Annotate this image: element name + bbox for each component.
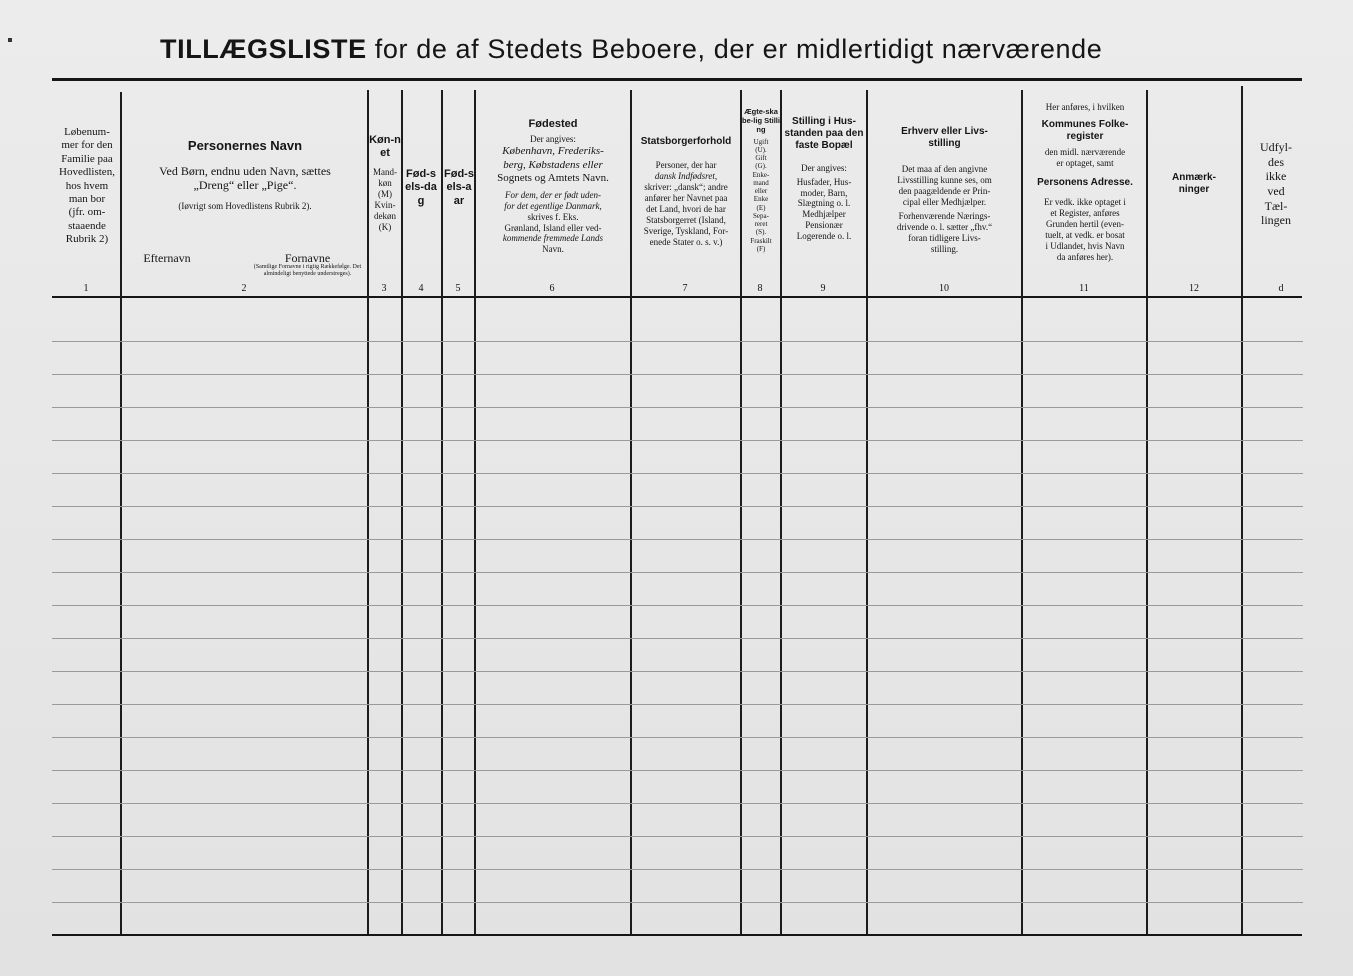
col11-header <box>1024 102 1146 263</box>
col9-header <box>783 116 865 242</box>
col2-text: (Iøvrigt som Hovedlistens Rubrik 2). <box>178 201 312 212</box>
top-rule <box>52 78 1302 81</box>
col1-line: Familie paa <box>61 152 113 165</box>
col7-text: enede Stater o. s. v.) <box>649 236 723 247</box>
writing-line <box>52 836 1303 837</box>
col10-text: drivende o. l. sætter „fhv.“ <box>896 222 993 233</box>
col13-line: Tæl- <box>1264 198 1288 213</box>
col6-text: kommende fremmede Lands <box>502 233 604 244</box>
col12-heading: Anmærk-ninger <box>1172 172 1216 196</box>
col6-heading: Fødested <box>528 118 578 130</box>
col8-line: Enke- <box>752 170 770 179</box>
writing-line <box>52 374 1303 375</box>
col8-line: (G). <box>755 162 767 171</box>
col-number: 11 <box>1079 283 1089 294</box>
col13-line: lingen <box>1261 213 1291 228</box>
col13-line: des <box>1268 154 1284 169</box>
col9-text: Slægtning o. l. <box>797 198 851 209</box>
col6-text: berg, Købstadens eller <box>503 158 603 171</box>
col-number: 7 <box>682 283 688 294</box>
col6-text: skrives f. Eks. <box>527 211 579 222</box>
col7-text: Personer, der har <box>655 160 717 171</box>
col11-heading: Kommunes Folke-register <box>1041 118 1129 143</box>
writing-line <box>52 407 1303 408</box>
writing-line <box>52 803 1303 804</box>
col8-line: Sepa- <box>753 211 769 220</box>
col8-line: Gift <box>755 154 767 163</box>
col11-text: Er vedk. ikke optaget i <box>1044 197 1126 208</box>
col-number: 5 <box>455 283 461 294</box>
col6-text: Sognets og Amtets Navn. <box>497 172 609 185</box>
col11-heading2: Personens Adresse. <box>1037 177 1133 189</box>
col2-surname-label: Efternavn <box>143 251 191 265</box>
col10-heading: Erhverv eller Livs-stilling <box>901 126 988 150</box>
col-number: 3 <box>381 283 387 294</box>
col-number: 6 <box>549 283 555 294</box>
col6-text: København, Frederiks- <box>502 145 604 158</box>
col3-line: Mand- <box>373 166 397 177</box>
col10-text: den paagældende er Prin- <box>898 186 991 197</box>
col2-text: Ved Børn, endnu uden Navn, sættes <box>159 163 331 178</box>
col9-heading: Stilling i Hus-standen paa den faste Bopæl <box>784 116 864 152</box>
col1-line: man bor <box>68 193 106 206</box>
col-separator <box>441 90 443 934</box>
col3-line: dekøn <box>374 210 396 221</box>
col11-pre: Her anføres, i hvilken <box>1045 102 1125 112</box>
col11-text: Grunden hertil (even- <box>1046 219 1124 230</box>
col6-text: Der angives: <box>530 134 576 145</box>
col9-text: Husfader, Hus- <box>796 176 852 187</box>
col3-line: (M) <box>378 188 392 199</box>
writing-line <box>52 605 1303 606</box>
col6-text: For dem, der er født uden- <box>505 189 601 200</box>
col13-line: Udfyl- <box>1260 140 1292 154</box>
col3-line: (K) <box>378 221 392 232</box>
col-separator <box>1146 90 1148 934</box>
col9-text: Medhjælper <box>802 209 846 220</box>
col8-line: reret <box>754 220 768 229</box>
col8-line: (E) <box>756 203 766 212</box>
col7-text: Statsborgerret (Island, <box>646 215 726 226</box>
col10-header <box>869 126 1020 255</box>
col13-line: ved <box>1267 183 1285 198</box>
col7-header <box>632 136 740 248</box>
col2-firstname-note: (Samtlige Fornavne i rigtig Rækkefølge. Det almindeligt benyttede understreges). <box>253 264 362 277</box>
col11-text: da anføres her). <box>1056 252 1114 263</box>
writing-line <box>52 737 1303 738</box>
col8-line: Fraskilt <box>750 236 772 245</box>
col-number: 1 <box>83 283 89 294</box>
col8-line: Ugift <box>753 137 769 146</box>
col8-header <box>742 108 780 253</box>
col7-text: anfører her Navnet paa <box>644 193 728 204</box>
writing-line <box>52 341 1303 342</box>
col9-text: Logerende o. l. <box>796 231 852 242</box>
writing-line <box>52 869 1303 870</box>
col-number: 2 <box>241 283 247 294</box>
col1-header <box>54 126 120 247</box>
col7-text: det Land, hvori de har <box>646 204 726 215</box>
col3-header <box>369 134 401 233</box>
col11-text: et Register, anføres <box>1050 208 1120 219</box>
col8-line: (F) <box>756 244 766 253</box>
col10-text: Det maa af den angivne <box>901 164 988 175</box>
col1-line: staaende <box>68 219 106 232</box>
col1-line: hos hvem <box>65 179 109 192</box>
title-rest: for de af Stedets Beboere, der er midlertidigt nærværende <box>366 34 1103 64</box>
col-separator <box>120 92 122 934</box>
col2-heading: Personernes Navn <box>187 138 303 153</box>
col7-text: skriver: „dansk“; andre <box>644 182 728 193</box>
col1-line: Løbenum- <box>64 126 110 138</box>
col7-text: Sverige, Tyskland, For- <box>643 226 729 236</box>
writing-line <box>52 539 1303 540</box>
col-number: 4 <box>418 283 424 294</box>
col8-line: (S). <box>755 228 767 237</box>
col1-line: (jfr. om- <box>68 206 106 219</box>
scan-mark <box>8 38 12 42</box>
col10-text: stilling. <box>930 244 959 255</box>
col8-line: eller <box>754 187 768 196</box>
col6-header <box>478 118 628 255</box>
col-separator <box>1241 86 1243 934</box>
col13-header <box>1250 140 1302 228</box>
col6-text: Grønland, Island eller ved- <box>504 222 602 233</box>
col2-text: „Dreng“ eller „Pige“. <box>193 178 297 193</box>
col8-line: (U). <box>755 145 767 154</box>
col8-heading: Ægte-skabe-lig Stilling <box>742 107 780 134</box>
col7-text: dansk Indfødsret, <box>654 171 718 182</box>
writing-line <box>52 572 1303 573</box>
col6-text: for det egentlige Danmark, <box>504 200 602 211</box>
col-separator <box>474 90 476 934</box>
writing-line <box>52 506 1303 507</box>
title-main: TILLÆGSLISTE <box>160 34 367 64</box>
writing-line <box>52 440 1303 441</box>
col-separator <box>866 90 868 934</box>
table-bottom-rule <box>52 934 1302 936</box>
col1-line: Rubrik 2) <box>65 233 109 246</box>
col5-heading: Fød-sels-aar <box>444 168 474 207</box>
writing-line <box>52 671 1303 672</box>
col1-line: mer for den <box>61 139 113 152</box>
col3-heading: Køn-net <box>369 134 401 160</box>
col3-line: køn <box>378 177 392 188</box>
col-separator <box>780 90 782 934</box>
col-number: 12 <box>1189 283 1199 294</box>
form-title <box>160 34 1200 65</box>
col-number: 8 <box>757 283 763 294</box>
col7-heading: Statsborgerforhold <box>640 136 732 147</box>
col8-line: mand <box>753 178 769 187</box>
writing-line <box>52 902 1303 903</box>
col2-header <box>124 138 366 212</box>
writing-line <box>52 473 1303 474</box>
col-number: 10 <box>939 283 949 294</box>
col8-line: Enke <box>753 195 769 204</box>
col4-heading: Fød-sels-dag <box>405 168 437 207</box>
col2-firstname-label: Fornavne <box>284 251 331 265</box>
writing-line <box>52 638 1303 639</box>
col-separator <box>401 90 403 934</box>
col11-text: er optaget, samt <box>1056 158 1114 169</box>
writing-line <box>52 770 1303 771</box>
col10-text: cipal eller Medhjælper. <box>902 197 987 208</box>
col11-text: i Udlandet, hvis Navn <box>1045 241 1125 252</box>
col11-text: tuelt, at vedk. er bosat <box>1045 230 1125 241</box>
col10-text: foran tidligere Livs- <box>908 233 981 244</box>
col3-line: Kvin- <box>374 199 396 210</box>
col11-text: den midl. nærværende <box>1044 147 1126 158</box>
col9-text: Pensionær <box>805 220 843 231</box>
col9-text: moder, Barn, <box>800 187 848 198</box>
col9-text: Der angives: <box>801 162 847 173</box>
col1-line: Hovedlisten, <box>59 166 115 179</box>
col-number: 9 <box>820 283 826 294</box>
col-number: d <box>1278 283 1284 294</box>
col10-text: Livsstilling kunne ses, om <box>897 175 992 186</box>
col-separator <box>1021 90 1023 934</box>
header-bottom-rule <box>52 296 1302 298</box>
writing-line <box>52 704 1303 705</box>
col13-line: ikke <box>1265 169 1287 184</box>
col10-text: Forhenværende Nærings- <box>898 211 991 222</box>
col6-text: Navn. <box>542 244 564 255</box>
